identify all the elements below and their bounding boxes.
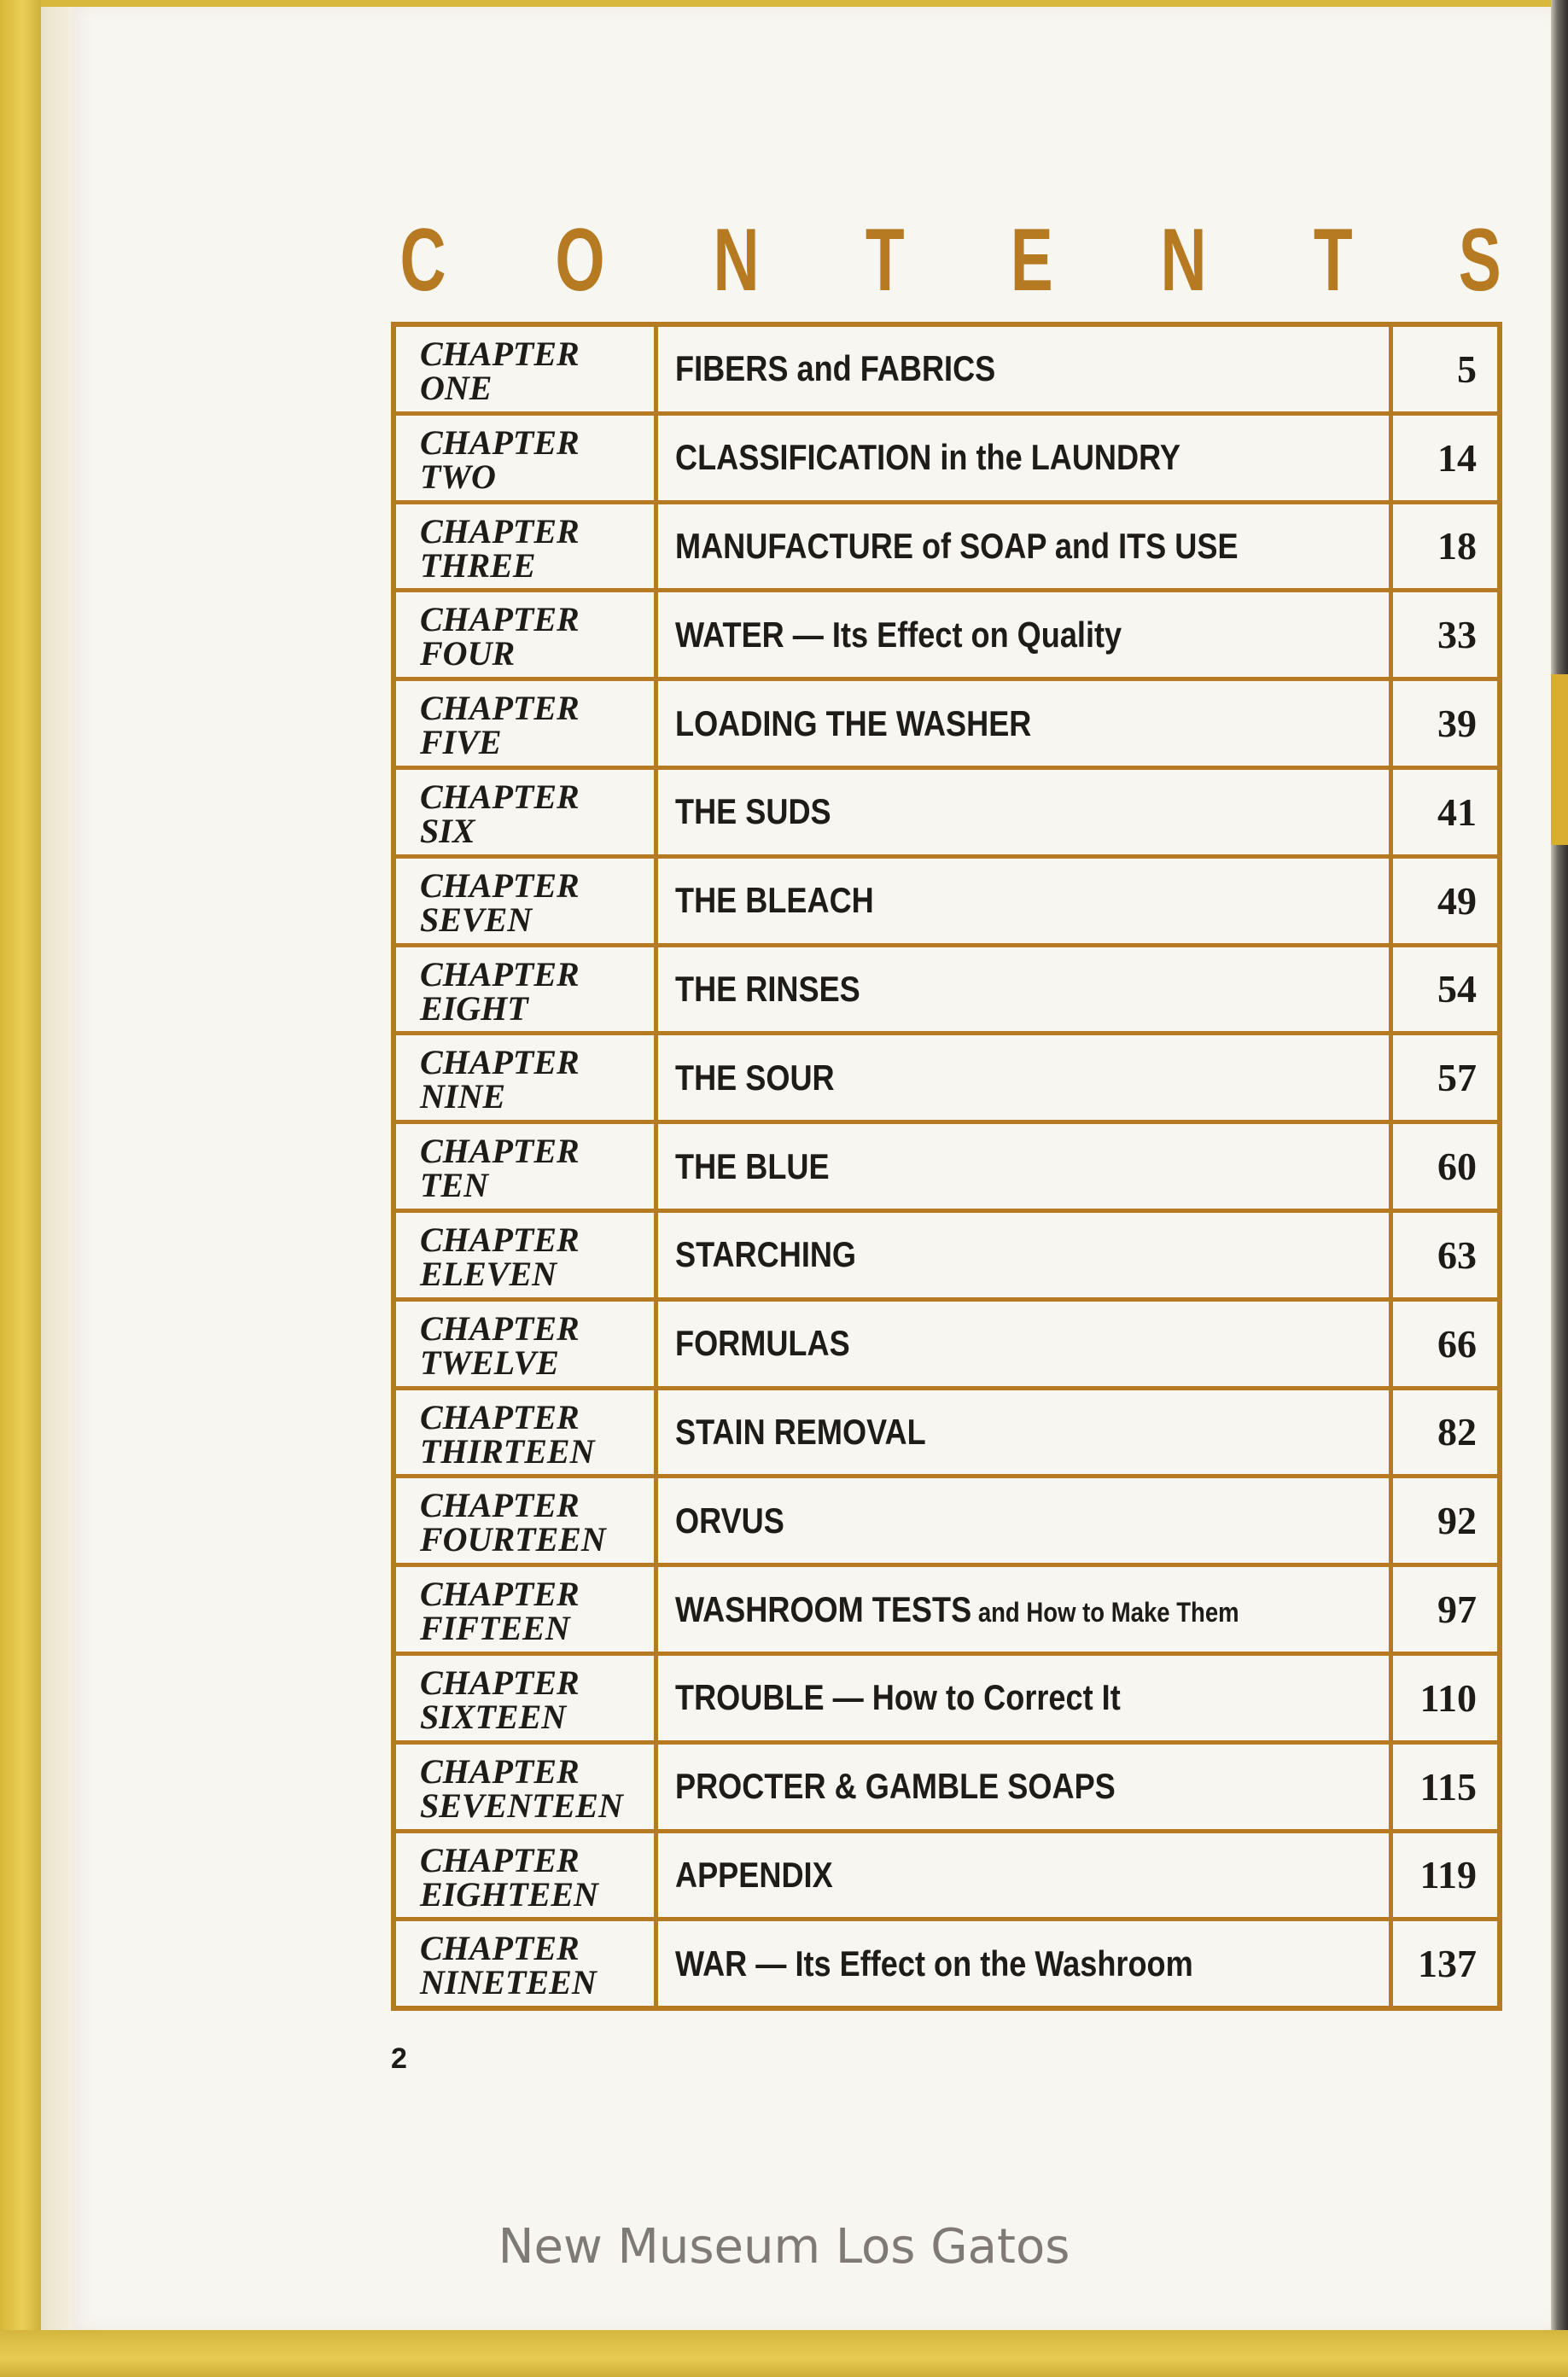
chapter-title: LOADING THE WASHER bbox=[658, 681, 1393, 766]
chapter-label: CHAPTER EIGHTEEN bbox=[396, 1833, 658, 1918]
chapter-label: CHAPTER FOURTEEN bbox=[396, 1478, 658, 1563]
chapter-label: CHAPTER FIFTEEN bbox=[396, 1567, 658, 1652]
chapter-title: THE BLEACH bbox=[658, 859, 1393, 943]
chapter-title: FORMULAS bbox=[658, 1302, 1393, 1386]
chapter-label: CHAPTER SIX bbox=[396, 770, 658, 854]
table-row bbox=[396, 947, 1497, 1036]
chapter-page: 115 bbox=[1419, 1764, 1477, 1809]
chapter-label: CHAPTER THREE bbox=[396, 504, 658, 589]
chapter-label: CHAPTER TWO bbox=[396, 416, 658, 500]
chapter-title: THE RINSES bbox=[658, 947, 1393, 1032]
chapter-title: TROUBLE — How to Correct It bbox=[658, 1656, 1393, 1740]
heading-letter: C bbox=[399, 210, 446, 310]
chapter-label: CHAPTER FOUR bbox=[396, 592, 658, 677]
chapter-title: THE BLUE bbox=[658, 1124, 1393, 1209]
chapter-page: 57 bbox=[1437, 1056, 1477, 1100]
watermark-text: New Museum Los Gatos bbox=[498, 2219, 1070, 2275]
chapter-label: CHAPTER ONE bbox=[396, 327, 658, 411]
page-edge bbox=[41, 7, 73, 2330]
chapter-page: 110 bbox=[1419, 1675, 1477, 1720]
chapter-title: PROCTER & GAMBLE SOAPS bbox=[658, 1745, 1393, 1829]
table-row bbox=[396, 1656, 1497, 1745]
heading-letter: E bbox=[1011, 210, 1054, 310]
chapter-page: 5 bbox=[1457, 347, 1477, 391]
table-row bbox=[396, 504, 1497, 593]
chapter-label: CHAPTER NINETEEN bbox=[396, 1921, 658, 2006]
facing-page-tab bbox=[1551, 674, 1568, 845]
heading-letter: S bbox=[1458, 210, 1501, 310]
table-row bbox=[396, 416, 1497, 504]
chapter-page: 92 bbox=[1437, 1499, 1477, 1543]
chapter-label: CHAPTER EIGHT bbox=[396, 947, 658, 1032]
chapter-page: 60 bbox=[1437, 1145, 1477, 1189]
chapter-title: WASHROOM TESTS and How to Make Them bbox=[658, 1567, 1393, 1652]
chapter-label: CHAPTER TEN bbox=[396, 1124, 658, 1209]
table-row bbox=[396, 1124, 1497, 1213]
chapter-page: 63 bbox=[1437, 1232, 1477, 1277]
chapter-title: APPENDIX bbox=[658, 1833, 1393, 1918]
table-row bbox=[396, 1302, 1497, 1390]
chapter-page: 137 bbox=[1418, 1942, 1477, 1986]
chapter-page: 119 bbox=[1419, 1853, 1477, 1897]
chapter-title: ORVUS bbox=[658, 1478, 1393, 1563]
chapter-label: CHAPTER SIXTEEN bbox=[396, 1656, 658, 1740]
table-row bbox=[396, 1833, 1497, 1922]
chapter-page: 49 bbox=[1437, 878, 1477, 923]
chapter-title: FIBERS and FABRICS bbox=[658, 327, 1393, 411]
chapter-label: CHAPTER ELEVEN bbox=[396, 1213, 658, 1297]
chapter-label: CHAPTER FIVE bbox=[396, 681, 658, 766]
chapter-title: CLASSIFICATION in the LAUNDRY bbox=[658, 416, 1393, 500]
contents-heading bbox=[391, 210, 1509, 310]
chapter-page: 33 bbox=[1437, 613, 1477, 657]
chapter-page: 66 bbox=[1437, 1321, 1477, 1366]
heading-letter: T bbox=[866, 210, 906, 310]
table-row bbox=[396, 1478, 1497, 1567]
chapter-label: CHAPTER NINE bbox=[396, 1035, 658, 1120]
book-cover-left bbox=[0, 0, 41, 2377]
chapter-label: CHAPTER TWELVE bbox=[396, 1302, 658, 1386]
chapter-page: 18 bbox=[1437, 524, 1477, 568]
table-row bbox=[396, 681, 1497, 770]
table-row bbox=[396, 327, 1497, 416]
table-row bbox=[396, 1390, 1497, 1479]
contents-table bbox=[391, 322, 1502, 2011]
chapter-title: MANUFACTURE of SOAP and ITS USE bbox=[658, 504, 1393, 589]
table-row bbox=[396, 1035, 1497, 1124]
page-number: 2 bbox=[391, 2042, 407, 2075]
chapter-title: WATER — Its Effect on Quality bbox=[658, 592, 1393, 677]
chapter-page: 82 bbox=[1437, 1410, 1477, 1454]
heading-letter: N bbox=[1160, 210, 1207, 310]
table-row bbox=[396, 770, 1497, 859]
chapter-title: THE SOUR bbox=[658, 1035, 1393, 1120]
heading-letter: O bbox=[554, 210, 605, 310]
chapter-page: 97 bbox=[1437, 1588, 1477, 1632]
chapter-title: STARCHING bbox=[658, 1213, 1393, 1297]
chapter-page: 54 bbox=[1437, 967, 1477, 1011]
table-row bbox=[396, 1213, 1497, 1302]
chapter-title: STAIN REMOVAL bbox=[658, 1390, 1393, 1475]
chapter-title: WAR — Its Effect on the Washroom bbox=[658, 1921, 1393, 2006]
chapter-label: CHAPTER THIRTEEN bbox=[396, 1390, 658, 1475]
facing-page-edge bbox=[1551, 0, 1568, 2330]
table-row bbox=[396, 592, 1497, 681]
table-row bbox=[396, 859, 1497, 947]
chapter-page: 41 bbox=[1437, 789, 1477, 834]
table-row bbox=[396, 1567, 1497, 1656]
chapter-page: 39 bbox=[1437, 702, 1477, 746]
chapter-title: THE SUDS bbox=[658, 770, 1393, 854]
heading-letter: N bbox=[713, 210, 760, 310]
table-row bbox=[396, 1745, 1497, 1833]
chapter-page: 14 bbox=[1437, 435, 1477, 480]
chapter-label: CHAPTER SEVENTEEN bbox=[396, 1745, 658, 1829]
heading-letter: T bbox=[1313, 210, 1353, 310]
book-cover-bottom bbox=[0, 2330, 1568, 2377]
table-row bbox=[396, 1921, 1497, 2006]
chapter-label: CHAPTER SEVEN bbox=[396, 859, 658, 943]
